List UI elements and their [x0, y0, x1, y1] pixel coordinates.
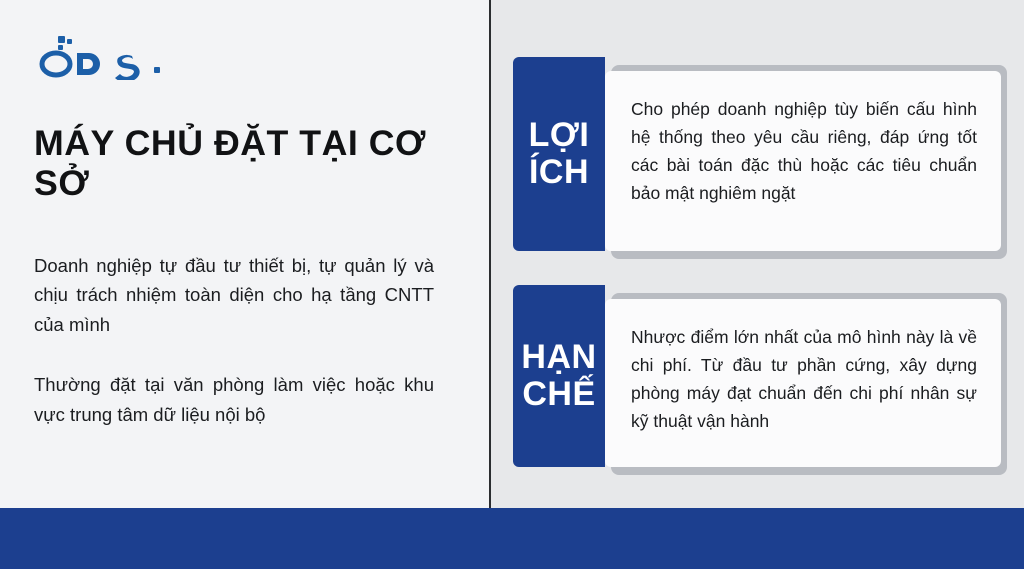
left-panel [0, 0, 489, 508]
benefit-tag [513, 57, 605, 251]
benefit-tag-line2: ÍCH [528, 153, 590, 191]
limitation-card [513, 285, 1001, 467]
benefit-body-wrap [605, 57, 1001, 251]
intro-paragraph-1: Doanh nghiệp tự đầu tư thiết bị, tự quản lý và chịu trách nhiệm toàn diện cho hạ tầng CNTT của mình [34, 254, 434, 336]
benefit-card [513, 57, 1001, 251]
limitation-text: Nhược điểm lớn nhất của mô hình này là về chi phí. Từ đầu tư phần cứng, xây dựng phòng máy đạt chuẩn đến chi phí nhân sự kỹ thuật vận hành [605, 299, 1001, 467]
limitation-tag-line1: HẠN [521, 338, 597, 377]
intro-paragraph-2: Thường đặt tại văn phòng làm việc hoặc khu vực trung tâm dữ liệu nội bộ [34, 374, 434, 426]
limitation-tag [513, 285, 605, 467]
benefit-tag-line1: LỢI [528, 116, 590, 155]
bottom-bar [0, 508, 1024, 569]
right-panel [491, 0, 1024, 508]
ods-logo [36, 34, 455, 80]
limitation-tag-line2: CHẾ [522, 375, 596, 413]
page-title: MÁY CHỦ ĐẶT TẠI CƠ SỞ [34, 124, 426, 204]
limitation-body-wrap [605, 285, 1001, 467]
benefit-text: Cho phép doanh nghiệp tùy biến cấu hình hệ thống theo yêu cầu riêng, đáp ứng tốt các bài toán đặc thù hoặc các tiêu chuẩn bảo mật nghiêm ngặt [605, 71, 1001, 251]
